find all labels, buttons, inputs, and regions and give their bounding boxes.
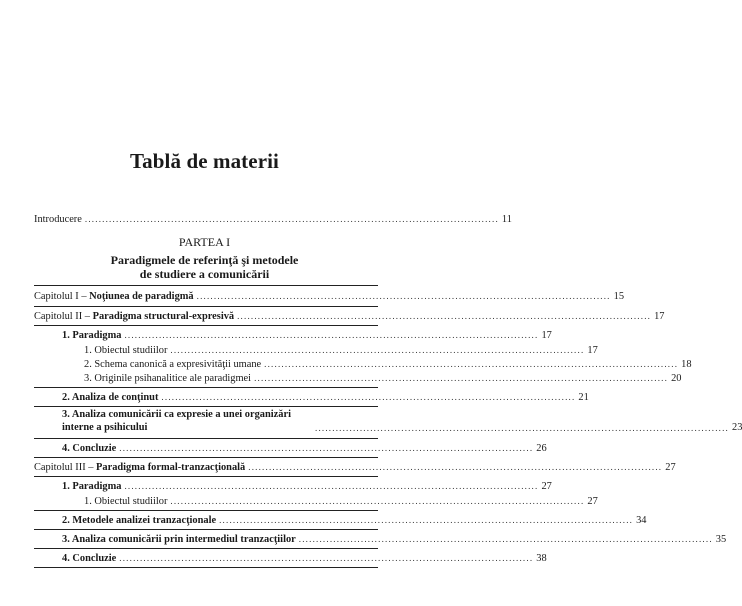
toc-entry-page: 17 xyxy=(654,311,665,322)
toc-entry-label: 2. Analiza de conţinut xyxy=(62,392,159,403)
toc-section xyxy=(62,408,742,434)
part-title xyxy=(0,253,409,281)
toc-entry-page: 23 xyxy=(732,422,742,433)
dot-leader: ........................................................................................................................ xyxy=(264,359,679,369)
toc-chapter-2 xyxy=(34,310,665,323)
page-title: Tablă de materii xyxy=(130,149,279,173)
chapter-prefix: Capitolul I – xyxy=(34,291,90,302)
toc-chapter-3 xyxy=(34,461,676,474)
toc-entry-page: 21 xyxy=(578,392,589,403)
divider xyxy=(34,476,378,477)
part-label: PARTEA I xyxy=(178,235,231,249)
toc-entry-page: 27 xyxy=(587,496,598,507)
toc-entry-label: 1. Obiectul studiilor xyxy=(84,496,168,507)
part-title-line-1: Paradigmele de referinţă şi metodele xyxy=(110,253,299,267)
chapter-title: Paradigma formal-tranzacţională xyxy=(96,462,246,473)
divider xyxy=(34,325,378,326)
dot-leader: ........................................................................................................................ xyxy=(237,311,652,321)
dot-leader: ........................................................................................................................ xyxy=(248,462,663,472)
toc-subsection xyxy=(84,372,682,385)
toc-section xyxy=(62,514,647,527)
toc-entry-page: 26 xyxy=(536,443,547,454)
chapter-title: Noţiunea de paradigmă xyxy=(89,291,194,302)
toc-subsection xyxy=(84,495,598,508)
dot-leader: ........................................................................................................................ xyxy=(84,214,499,224)
toc-section xyxy=(62,480,552,493)
toc-entry-label: 4. Concluzie xyxy=(62,553,117,564)
toc-section xyxy=(62,533,727,546)
dot-leader: ........................................................................................................................ xyxy=(254,373,669,383)
toc-section xyxy=(62,391,589,404)
toc-chapter-1 xyxy=(34,290,625,303)
divider xyxy=(34,510,378,511)
toc-subsection xyxy=(84,344,598,357)
dot-leader: ........................................................................................................................ xyxy=(315,423,729,433)
toc-entry-page: 35 xyxy=(715,534,727,545)
toc-entry-label: 1. Paradigma xyxy=(62,481,122,492)
chapter-prefix: Capitolul II – xyxy=(34,311,93,322)
dot-leader: ........................................................................................................................ xyxy=(170,345,585,355)
divider xyxy=(34,548,378,549)
dot-leader: ........................................................................................................................ xyxy=(219,515,634,525)
divider xyxy=(34,306,378,307)
toc-section xyxy=(62,552,547,565)
dot-leader: ........................................................................................................................ xyxy=(119,553,534,563)
dot-leader: ........................................................................................................................ xyxy=(196,291,611,301)
toc-entry-page: 18 xyxy=(681,359,692,370)
toc-entry-page: 17 xyxy=(541,330,552,341)
toc-entry-page: 34 xyxy=(636,515,647,526)
toc-entry-page: 27 xyxy=(541,481,552,492)
toc-section xyxy=(62,442,547,455)
divider xyxy=(34,387,378,388)
toc-entry-page: 15 xyxy=(613,291,625,302)
toc-entry-label: 2. Schema canonică a expresivităţii umane xyxy=(84,359,262,370)
toc-entry-page: 20 xyxy=(671,373,682,384)
divider xyxy=(34,457,378,458)
dot-leader: ........................................................................................................................ xyxy=(170,496,585,506)
toc-entry-label: Introducere xyxy=(34,214,82,225)
divider xyxy=(34,438,378,439)
toc-entry-label: 1. Obiectul studiilor xyxy=(84,345,168,356)
divider xyxy=(34,285,378,286)
toc-entry-page: 17 xyxy=(587,345,598,356)
dot-leader: ........................................................................................................................ xyxy=(298,534,713,544)
divider xyxy=(34,529,378,530)
toc-entry-label: 3. Analiza comunicării ca expresie a unei organizări interne a psihicului xyxy=(62,409,291,433)
chapter-title: Paradigma structural-expresivă xyxy=(92,311,235,322)
toc-subsection xyxy=(84,358,692,371)
toc-entry-page: 27 xyxy=(665,462,676,473)
toc-entry-label: 3. Analiza comunicării prin intermediul tranzacţiilor xyxy=(62,534,296,545)
toc-entry-label: 3. Originile psihanalitice ale paradigmei xyxy=(84,373,252,384)
toc-entry-page: 38 xyxy=(536,553,547,564)
toc-entry-label: 1. Paradigma xyxy=(62,330,122,341)
toc-entry-label: 2. Metodele analizei tranzacţionale xyxy=(62,515,217,526)
toc-entry-introduction xyxy=(34,213,512,226)
dot-leader: ........................................................................................................................ xyxy=(161,392,576,402)
part-title-line-2: de studiere a comunicării xyxy=(139,267,270,281)
chapter-prefix: Capitolul III – xyxy=(34,462,97,473)
toc-section xyxy=(62,329,552,342)
divider xyxy=(34,567,378,568)
dot-leader: ........................................................................................................................ xyxy=(124,330,539,340)
toc-entry-page: 11 xyxy=(501,214,512,225)
dot-leader: ........................................................................................................................ xyxy=(124,481,539,491)
dot-leader: ........................................................................................................................ xyxy=(119,443,534,453)
divider xyxy=(34,406,378,407)
toc-entry-label: 4. Concluzie xyxy=(62,443,117,454)
